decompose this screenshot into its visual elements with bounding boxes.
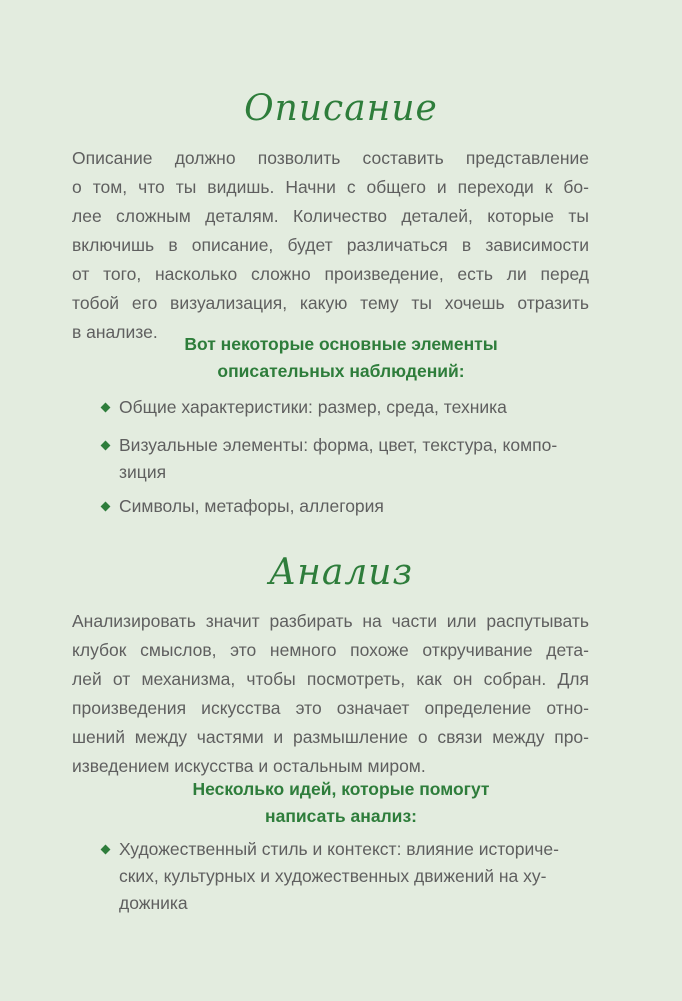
bullet-text bbox=[119, 432, 590, 486]
description-subheading bbox=[0, 331, 682, 385]
subheading-line: Вот некоторые основные элементы bbox=[184, 334, 498, 354]
paragraph-line: включишь в описание, будет различаться в зависимости bbox=[72, 235, 589, 255]
paragraph-line: клубок смыслов, это немного похоже откручивание дета- bbox=[72, 640, 589, 660]
bullet-line: ских, культурных и художественных движений на ху- bbox=[119, 866, 547, 886]
paragraph-line: Описание должно позволить составить представление bbox=[72, 148, 589, 168]
subheading-line: описательных наблюдений: bbox=[217, 361, 465, 381]
bullet-text bbox=[119, 836, 590, 917]
list-item bbox=[100, 432, 590, 486]
subheading-line: написать анализ: bbox=[265, 806, 417, 826]
subheading-line: Несколько идей, которые помогут bbox=[192, 779, 490, 799]
diamond-bullet-icon bbox=[101, 403, 111, 413]
diamond-bullet-icon bbox=[101, 441, 111, 451]
paragraph-line: от того, насколько сложно произведение, есть ли перед bbox=[72, 264, 589, 284]
bullet-line: дожника bbox=[119, 893, 188, 913]
bullet-line: Визуальные элементы: форма, цвет, текстура, компо- bbox=[119, 435, 558, 455]
bullet-line: Общие характеристики: размер, среда, техника bbox=[119, 397, 507, 417]
list-item bbox=[100, 394, 590, 421]
list-item bbox=[100, 493, 590, 520]
paragraph-line: лее сложным деталям. Количество деталей, которые ты bbox=[72, 206, 589, 226]
paragraph-line: изведением искусства и остальным миром. bbox=[72, 756, 426, 776]
analysis-subheading bbox=[0, 776, 682, 830]
paragraph-line: о том, что ты видишь. Начни с общего и переходи к бо- bbox=[72, 177, 589, 197]
section-title-analysis: Анализ bbox=[268, 552, 414, 593]
bullet-line: Художественный стиль и контекст: влияние историче- bbox=[119, 839, 559, 859]
paragraph-line: шений между частями и размышление о связи между про- bbox=[72, 727, 589, 747]
paragraph-line: Анализировать значит разбирать на части или распутывать bbox=[72, 611, 589, 631]
description-paragraph bbox=[72, 144, 589, 347]
bullet-text bbox=[119, 493, 590, 520]
list-item bbox=[100, 836, 590, 917]
paragraph-line: в анализе. bbox=[72, 322, 158, 342]
paragraph-line: тобой его визуализация, какую тему ты хочешь отразить bbox=[72, 293, 589, 313]
paragraph-line: лей от механизма, чтобы посмотреть, как он собран. Для bbox=[72, 669, 589, 689]
bullet-line: Символы, метафоры, аллегория bbox=[119, 496, 384, 516]
section-title-description: Описание bbox=[244, 88, 438, 129]
diamond-bullet-icon bbox=[101, 502, 111, 512]
analysis-paragraph bbox=[72, 607, 589, 781]
paragraph-line: произведения искусства это означает определение отно- bbox=[72, 698, 589, 718]
bullet-line: зиция bbox=[119, 462, 167, 482]
bullet-text bbox=[119, 394, 590, 421]
diamond-bullet-icon bbox=[101, 845, 111, 855]
